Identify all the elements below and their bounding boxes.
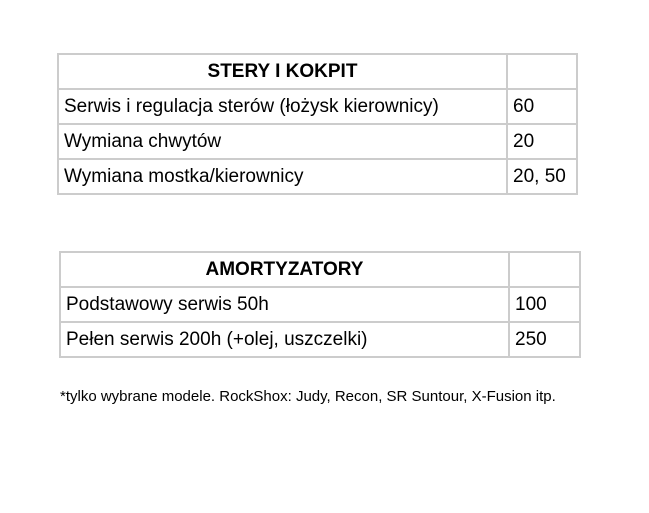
empty-header-cell — [509, 252, 580, 287]
section-title: STERY I KOKPIT — [58, 54, 507, 89]
price-table-amortyzatory — [59, 251, 581, 358]
table-row — [58, 89, 577, 124]
table-header-row — [58, 54, 577, 89]
price-cell: 20 — [507, 124, 577, 159]
price-cell: 60 — [507, 89, 577, 124]
service-name-cell: Pełen serwis 200h (+olej, uszczelki) — [60, 322, 509, 357]
service-name-cell: Wymiana chwytów — [58, 124, 507, 159]
price-cell: 250 — [509, 322, 580, 357]
table-row — [58, 159, 577, 194]
table-row — [60, 287, 580, 322]
section-title: AMORTYZATORY — [60, 252, 509, 287]
price-cell: 100 — [509, 287, 580, 322]
table-row — [58, 124, 577, 159]
service-name-cell: Podstawowy serwis 50h — [60, 287, 509, 322]
price-table-stery-i-kokpit — [57, 53, 578, 195]
service-name-cell: Serwis i regulacja sterów (łożysk kierownicy) — [58, 89, 507, 124]
service-name-cell: Wymiana mostka/kierownicy — [58, 159, 507, 194]
table-row — [60, 322, 580, 357]
table-header-row — [60, 252, 580, 287]
price-cell: 20, 50 — [507, 159, 577, 194]
empty-header-cell — [507, 54, 577, 89]
footnote: *tylko wybrane modele. RockShox: Judy, Recon, SR Suntour, X-Fusion itp. — [60, 388, 556, 405]
